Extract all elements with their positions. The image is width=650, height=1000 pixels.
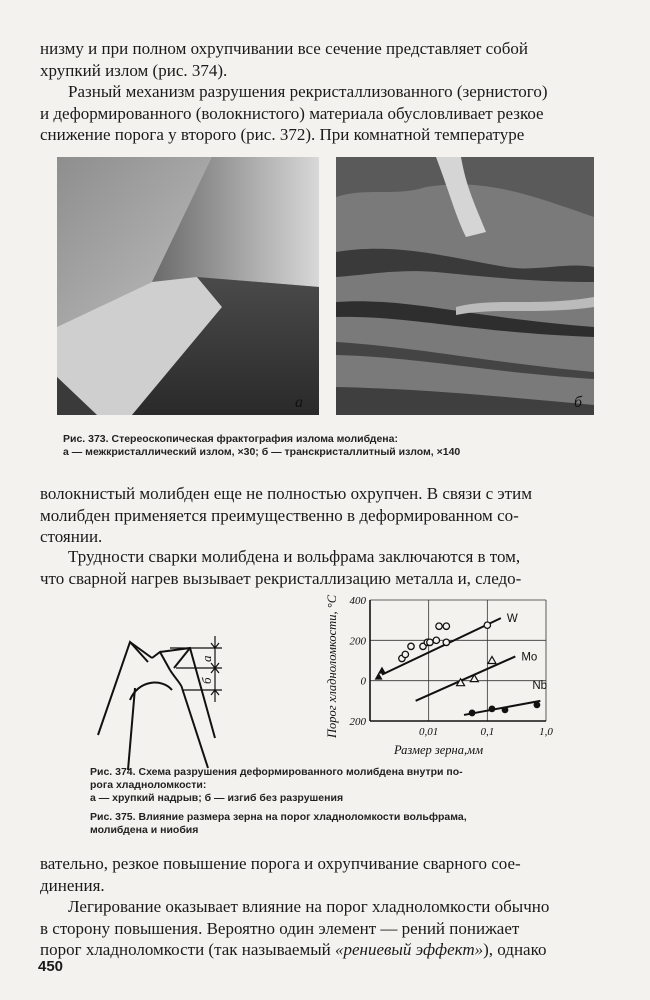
series-label: W — [506, 613, 518, 626]
y-tick-label: 400 — [349, 595, 366, 607]
chart-x-axis-label: Размер зерна,мм — [394, 743, 484, 757]
data-point — [443, 623, 449, 629]
text-line: в сторону повышения. Вероятно один элемент — рений понижает — [40, 918, 520, 938]
fig375-chart — [318, 588, 580, 763]
paragraph-6 — [40, 896, 616, 961]
caption-line: Рис. 373. Стереоскопическая фрактография излома молибдена: — [63, 433, 398, 445]
fig374-label-a: а — [199, 655, 214, 662]
caption-line: рога хладноломкости: — [90, 779, 207, 791]
text-line: динения. — [40, 875, 105, 895]
text-fragment: ), однако — [483, 940, 547, 959]
text-line — [40, 939, 616, 961]
data-point — [484, 622, 490, 628]
caption-line: Рис. 374. Схема разрушения деформированного молибдена внутри по- — [90, 766, 463, 778]
fig373-caption — [63, 433, 603, 459]
paragraph-1 — [40, 38, 616, 81]
y-tick-label: 200 — [349, 716, 366, 728]
data-point — [489, 706, 496, 713]
text-line: снижение порога у второго (рис. 372). При комнатной температуре — [40, 125, 525, 144]
paragraph-5 — [40, 853, 616, 896]
text-line: волокнистый молибден еще не полностью охрупчен. В связи с этим — [40, 484, 532, 503]
data-point — [443, 639, 449, 645]
data-point — [378, 667, 386, 674]
data-point — [408, 643, 414, 649]
data-point — [427, 639, 433, 645]
caption-line: а — межкристаллический излом, ×30; б — транскристаллитный излом, ×140 — [63, 446, 461, 458]
data-point — [469, 710, 476, 717]
left-piece-outer — [98, 642, 148, 735]
data-point — [433, 637, 439, 643]
fig373-label-b: б — [574, 394, 583, 411]
text-line: что сварной нагрев вызывает рекристаллизацию металла и, следо- — [40, 568, 522, 588]
fig373-photo-a — [57, 157, 319, 415]
data-point — [534, 701, 541, 708]
crack-arc — [130, 683, 172, 700]
fig373-photo-b — [336, 157, 594, 415]
x-tick-label: 0,1 — [480, 726, 495, 738]
text-line: Трудности сварки молибдена и вольфрама заключаются в том, — [68, 547, 521, 566]
text-line: вательно, резкое повышение порога и охрупчивание сварного сое- — [40, 854, 521, 873]
text-line: и деформированного (волокнистого) материала обусловливает резкое — [40, 103, 544, 123]
data-point — [402, 651, 408, 657]
x-tick-label: 0,01 — [419, 726, 439, 738]
notch-top — [152, 652, 170, 670]
data-point — [502, 707, 509, 714]
chart-y-axis-label: Порог хладноломкости, °С — [325, 594, 339, 738]
data-point — [375, 673, 383, 680]
caption-line: молибдена и ниобия — [90, 824, 199, 836]
text-line: Легирование оказывает влияние на порог хладноломкости обычно — [68, 897, 550, 916]
caption-line: а — хрупкий надрыв; б — изгиб без разрушения — [90, 792, 344, 804]
text-line: молибден применяется преимущественно в деформированном со- — [40, 505, 519, 525]
page-number: 450 — [38, 958, 64, 975]
data-point — [436, 623, 442, 629]
paragraph-3 — [40, 483, 616, 548]
fig373-label-a: а — [295, 394, 303, 411]
text-line: низму и при полном охрупчивании все сечение представляет собой — [40, 39, 528, 58]
fig374-schematic — [90, 630, 235, 770]
series-label: Mo — [521, 651, 538, 664]
caption-line: Рис. 375. Влияние размера зерна на порог хладноломкости вольфрама, — [90, 811, 467, 823]
left-piece-inner — [128, 688, 135, 770]
y-tick-label: 200 — [349, 635, 366, 648]
paragraph-4 — [40, 546, 616, 589]
series-label: Nb — [532, 679, 548, 692]
text-line: Разный механизм разрушения рекристаллизованного (зернистого) — [68, 82, 548, 101]
fig375-caption — [90, 811, 560, 837]
y-tick-label: 0 — [360, 675, 366, 688]
text-fragment-italic: «рениевый эффект» — [335, 940, 484, 959]
text-line: хрупкий излом (рис. 374). — [40, 60, 228, 80]
text-fragment: порог хладноломкости (так называемый — [40, 940, 335, 959]
fit-line-mo — [416, 656, 516, 700]
fig374-caption — [90, 766, 560, 805]
fig374-label-b: б — [199, 677, 214, 684]
x-tick-label: 1,0 — [539, 726, 553, 738]
data-point — [488, 657, 496, 664]
text-line: стоянии. — [40, 527, 103, 546]
paragraph-2 — [40, 81, 616, 146]
